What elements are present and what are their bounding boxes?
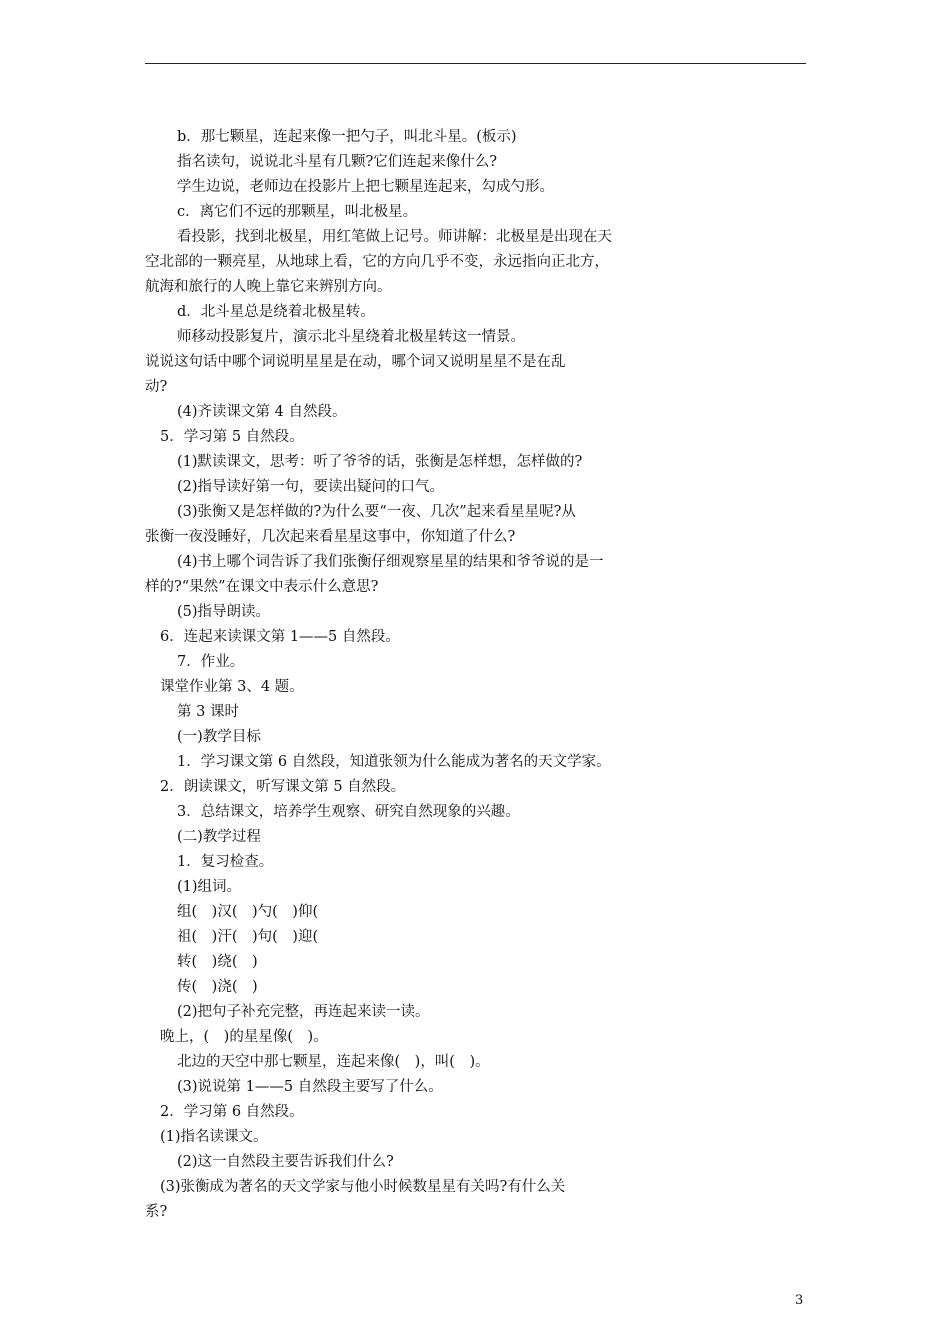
text-line: (5)指导朗读。	[177, 604, 271, 620]
text-line: (1)默读课文，思考：听了爷爷的话，张衡是怎样想，怎样做的?	[177, 454, 583, 470]
text-line: (2)把句子补充完整，再连起来读一读。	[177, 1004, 430, 1020]
page-number: 3	[795, 1293, 804, 1308]
text-line: (二)教学过程	[177, 829, 261, 845]
text-line: 传( )浇( )	[177, 979, 258, 995]
text-line: (3)张衡又是怎样做的?为什么要“一夜、几次”起来看星星呢?从	[177, 504, 576, 520]
text-line: 说说这句话中哪个词说明星星是在动，哪个词又说明星星不是在乱	[145, 354, 566, 370]
text-line: b．那七颗星，连起来像一把勺子，叫北斗星。(板示)	[177, 129, 517, 145]
text-line: (3)说说第 1——5 自然段主要写了什么。	[177, 1079, 443, 1095]
text-line: 张衡一夜没睡好，几次起来看星星这事中，你知道了什么?	[145, 529, 516, 545]
text-line: c．离它们不远的那颗星，叫北极星。	[177, 204, 418, 220]
text-line: 2．朗读课文，听写课文第 5 自然段。	[160, 779, 406, 795]
text-line: 系?	[145, 1204, 168, 1220]
text-line: (4)书上哪个词告诉了我们张衡仔细观察星星的结果和爷爷说的是一	[177, 554, 604, 570]
text-line: (1)组词。	[177, 879, 242, 895]
text-line: 3．总结课文，培养学生观察、研究自然现象的兴趣。	[177, 804, 520, 820]
text-line: (1)指名读课文。	[160, 1129, 268, 1145]
text-line: 课堂作业第 3、4 题。	[160, 679, 304, 695]
text-line: 7．作业。	[177, 654, 245, 670]
text-line: 北边的天空中那七颗星，连起来像( )，叫( )。	[177, 1054, 490, 1070]
text-line: 组( )汉( )勺( )仰(	[177, 904, 319, 920]
text-line: 2．学习第 6 自然段。	[160, 1104, 304, 1120]
text-line: 空北部的一颗亮星，从地球上看，它的方向几乎不变，永远指向正北方，	[145, 254, 609, 270]
header-rule	[145, 63, 806, 64]
text-line: 6．连起来读课文第 1——5 自然段。	[160, 629, 400, 645]
text-line: (3)张衡成为著名的天文学家与他小时候数星星有关吗?有什么关	[160, 1179, 566, 1195]
text-line: 祖( )汗( )句( )迎(	[177, 929, 319, 945]
text-line: (2)指导读好第一句，要读出疑问的口气。	[177, 479, 445, 495]
text-line: 动?	[145, 379, 168, 395]
text-line: 1．复习检查。	[177, 854, 274, 870]
text-line: 指名读句，说说北斗星有几颗?它们连起来像什么?	[177, 154, 498, 170]
text-line: (4)齐读课文第 4 自然段。	[177, 404, 347, 420]
text-line: 5．学习第 5 自然段。	[160, 429, 304, 445]
text-line: d．北斗星总是绕着北极星转。	[177, 304, 375, 320]
text-line: 1．学习课文第 6 自然段，知道张领为什么能成为著名的天文学家。	[177, 754, 611, 770]
text-line: 样的?“果然”在课文中表示什么意思?	[145, 579, 379, 595]
text-line: 转( )绕( )	[177, 954, 258, 970]
text-line: 师移动投影复片，演示北斗星绕着北极星转这一情景。	[177, 329, 525, 345]
text-line: (2)这一自然段主要告诉我们什么?	[177, 1154, 394, 1170]
text-line: 看投影，找到北极星，用红笔做上记号。师讲解：北极星是出现在天	[177, 229, 612, 245]
text-line: (一)教学目标	[177, 729, 261, 745]
text-line: 航海和旅行的人晚上靠它来辨别方向。	[145, 279, 392, 295]
text-line: 晚上，( )的星星像( )。	[160, 1029, 328, 1045]
text-line: 学生边说，老师边在投影片上把七颗星连起来，勾成勺形。	[177, 179, 554, 195]
text-line: 第 3 课时	[177, 704, 239, 720]
